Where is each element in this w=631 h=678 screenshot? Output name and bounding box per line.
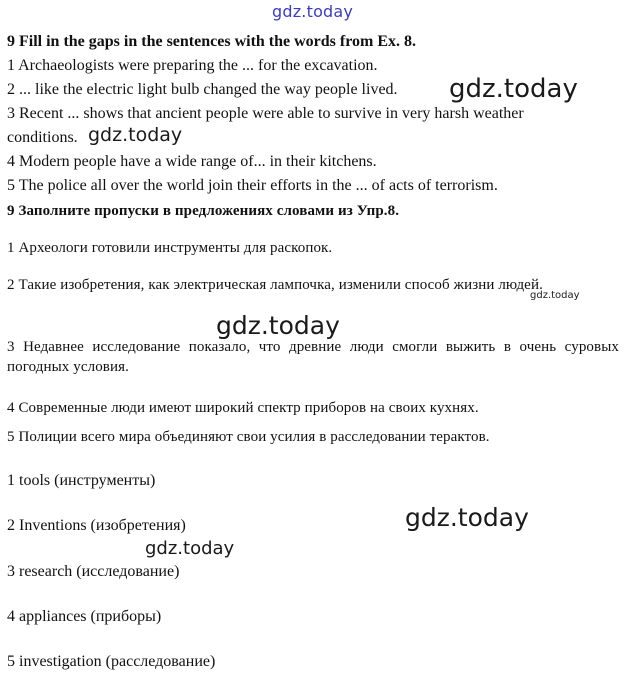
watermark-right: gdz.today (405, 503, 529, 532)
watermark-small: gdz.today (530, 290, 580, 301)
answer-3: 3 research (исследование) (7, 563, 180, 580)
sentence-en-5: 5 The police all over the world join their efforts in the ... of acts of terrorism. (7, 177, 498, 194)
sentence-en-2: 2 ... like the electric light bulb changed the way people lived. (7, 81, 398, 98)
sentence-ru-4: 4 Современные люди имеют широкий спектр приборов на своих кухнях. (7, 400, 479, 416)
sentence-ru-1: 1 Археологи готовили инструменты для раскопок. (7, 240, 333, 256)
sentence-ru-2: 2 Такие изобретения, как электрическая лампочка, изменили способ жизни людей. (7, 277, 543, 293)
watermark-line3: gdz.today (88, 124, 183, 146)
sentence-en-4: 4 Modern people have a wide range of... in their kitchens. (7, 153, 377, 170)
answer-2: 2 Inventions (изобретения) (7, 517, 186, 534)
watermark-lower: gdz.today (145, 538, 235, 559)
answer-1: 1 tools (инструменты) (7, 472, 156, 489)
sentence-ru-5: 5 Полиции всего мира объединяют свои усилия в расследовании терактов. (7, 429, 490, 445)
answer-5: 5 investigation (расследование) (7, 653, 216, 670)
sentence-en-3: 3 Recent ... shows that ancient people were able to survive in very harsh weather (7, 105, 524, 122)
sentence-en-1: 1 Archaeologists were preparing the ... for the excavation. (7, 57, 378, 74)
watermark-line2: gdz.today (449, 74, 578, 104)
answer-4: 4 appliances (приборы) (7, 608, 162, 625)
exercise-heading-ru: 9 Заполните пропуски в предложениях словами из Упр.8. (7, 203, 400, 219)
watermark-middle: gdz.today (216, 311, 340, 340)
exercise-heading-en: 9 Fill in the gaps in the sentences with the words from Ex. 8. (7, 33, 417, 50)
sentence-en-3-cont: conditions. (7, 129, 78, 146)
watermark-top: gdz.today (272, 2, 354, 21)
sentence-ru-3: 3 Недавнее исследование показало, что древние люди смогли выжить в очень суровых погодных условия. (7, 339, 619, 375)
